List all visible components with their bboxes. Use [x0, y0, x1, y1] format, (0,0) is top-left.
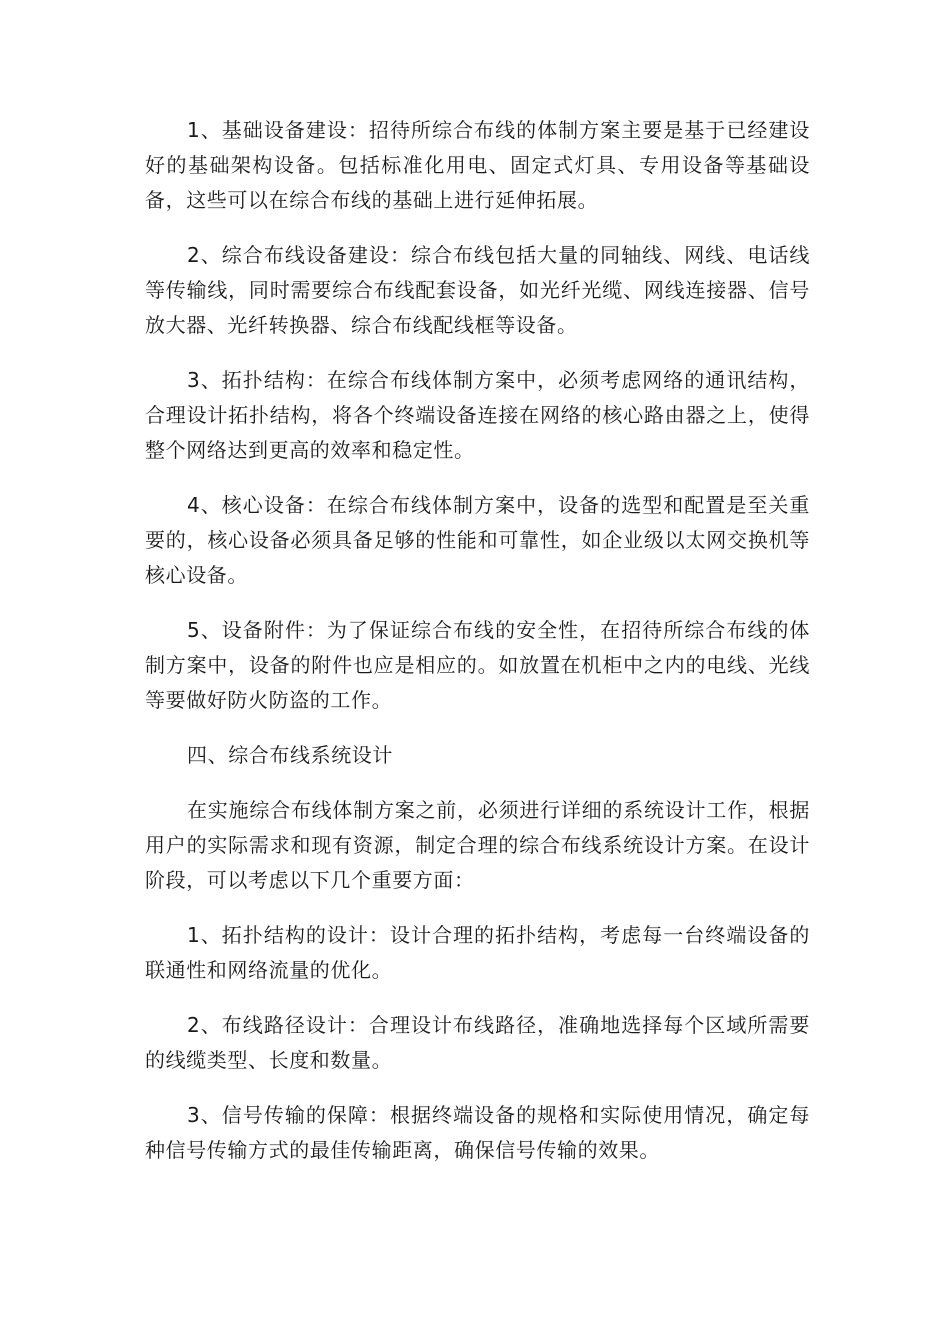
paragraph-core-equipment: 4、核心设备：在综合布线体制方案中，设备的选型和配置是至关重要的，核心设备必须具备足够的性能和可靠性，如企业级以太网交换机等核心设备。	[145, 493, 810, 587]
document-body	[145, 113, 810, 1188]
paragraph-cabling-equipment: 2、综合布线设备建设：综合布线包括大量的同轴线、网线、电话线等传输线，同时需要综合布线配套设备，如光纤光缆、网线连接器、信号放大器、光纤转换器、综合布线配线框等设备。	[145, 243, 810, 337]
paragraph-equipment-accessories: 5、设备附件：为了保证综合布线的安全性，在招待所综合布线的体制方案中，设备的附件也应是相应的。如放置在机柜中之内的电线、光线等要做好防火防盗的工作。	[145, 618, 810, 712]
paragraph-signal-transmission: 3、信号传输的保障：根据终端设备的规格和实际使用情况，确定每种信号传输方式的最佳传输距离，确保信号传输的效果。	[145, 1103, 810, 1162]
paragraph-routing-design: 2、布线路径设计：合理设计布线路径，准确地选择每个区域所需要的线缆类型、长度和数量。	[145, 1013, 810, 1072]
paragraph-foundation-equipment: 1、基础设备建设：招待所综合布线的体制方案主要是基于已经建设好的基础架构设备。包括标准化用电、固定式灯具、专用设备等基础设备，这些可以在综合布线的基础上进行延伸拓展。	[145, 118, 810, 212]
section-heading: 四、综合布线系统设计	[187, 743, 393, 767]
paragraph-system-design-intro: 在实施综合布线体制方案之前，必须进行详细的系统设计工作，根据用户的实际需求和现有资源，制定合理的综合布线系统设计方案。在设计阶段，可以考虑以下几个重要方面：	[145, 798, 810, 892]
paragraph-topology: 3、拓扑结构：在综合布线体制方案中，必须考虑网络的通讯结构，合理设计拓扑结构，将各个终端设备连接在网络的核心路由器之上，使得整个网络达到更高的效率和稳定性。	[145, 368, 810, 462]
paragraph-topology-design: 1、拓扑结构的设计：设计合理的拓扑结构，考虑每一台终端设备的联通性和网络流量的优化。	[145, 923, 810, 982]
